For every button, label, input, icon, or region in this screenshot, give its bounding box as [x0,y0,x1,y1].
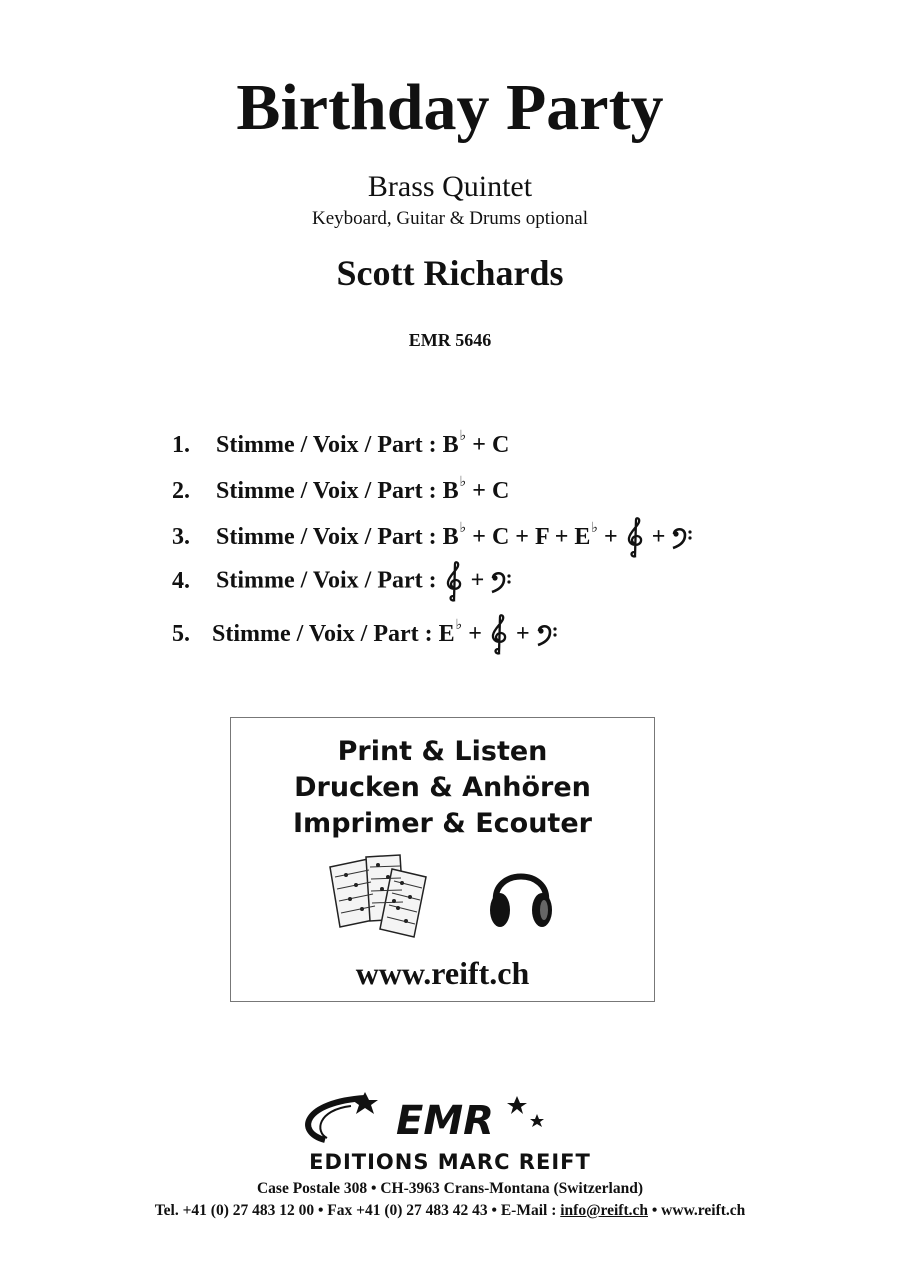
subtitle: Brass Quintet [367,170,533,203]
contact-website[interactable]: • www.reift.ch [651,1202,746,1219]
promo-line-en: Print & Listen [337,736,548,767]
part-label: Stimme / Voix / Part : [216,567,437,594]
bass-clef-icon [490,570,512,594]
part-number: 3. [172,524,190,550]
sheet-music-icon [326,853,436,938]
part-keys: B♭ + C [442,475,510,504]
contact-phone-fax: Tel. +41 (0) 27 483 12 00 • Fax +41 (0) 27 483 42 43 • E-Mail : [154,1202,557,1219]
part-row [172,466,510,504]
catalog-number: EMR 5646 [408,330,492,350]
part-keys: B♭ + C [442,429,510,458]
logo-letters: EMR [396,1098,494,1144]
part-row: 5. Stimme / Voix / Part : E♭ + + [172,609,558,643]
part-label: Stimme / Voix / Part : [212,621,433,647]
bass-clef-icon [536,623,558,647]
publisher-address: Case Postale 308 • CH-3963 Crans-Montana (Switzerland) [256,1180,643,1197]
promo-line-de: Drucken & Anhören [294,772,591,803]
part-label: Stimme / Voix / Part : [216,524,437,550]
treble-clef-icon [443,560,465,604]
part-number: 2. [172,478,190,504]
publisher-logo [255,1088,645,1178]
promo-line-fr: Imprimer & Ecouter [293,808,592,839]
part-row: 3. Stimme / Voix / Part : B♭ + C + F + E♭ + + [172,512,693,546]
instrumentation: Keyboard, Guitar & Drums optional [312,208,588,229]
page-title: Birthday Party [236,71,664,144]
part-label: Stimme / Voix / Part : [216,478,437,504]
part-number: 5. [172,621,190,647]
publisher-contact [0,1202,900,1220]
treble-clef-icon [488,613,510,657]
part-keys: E♭ + [438,618,482,647]
part-label: Stimme / Voix / Part : [216,432,437,458]
bass-clef-icon [671,526,693,550]
composer: Scott Richards [336,253,564,293]
emr-logo-icon [255,1088,645,1150]
headphones-icon [486,858,556,933]
part-number: 1. [172,432,190,458]
part-row: 4. Stimme / Voix / Part : + [172,560,512,594]
treble-clef-icon [624,516,646,560]
email-link[interactable]: info@reift.ch [560,1202,648,1219]
part-keys: B♭ + C + F + E♭ + [442,521,618,550]
print-listen-box [230,717,655,1002]
promo-url[interactable]: www.reift.ch [355,955,530,991]
part-row [172,420,510,458]
part-number: 4. [172,567,190,594]
publisher-name: EDITIONS MARC REIFT [309,1150,591,1174]
